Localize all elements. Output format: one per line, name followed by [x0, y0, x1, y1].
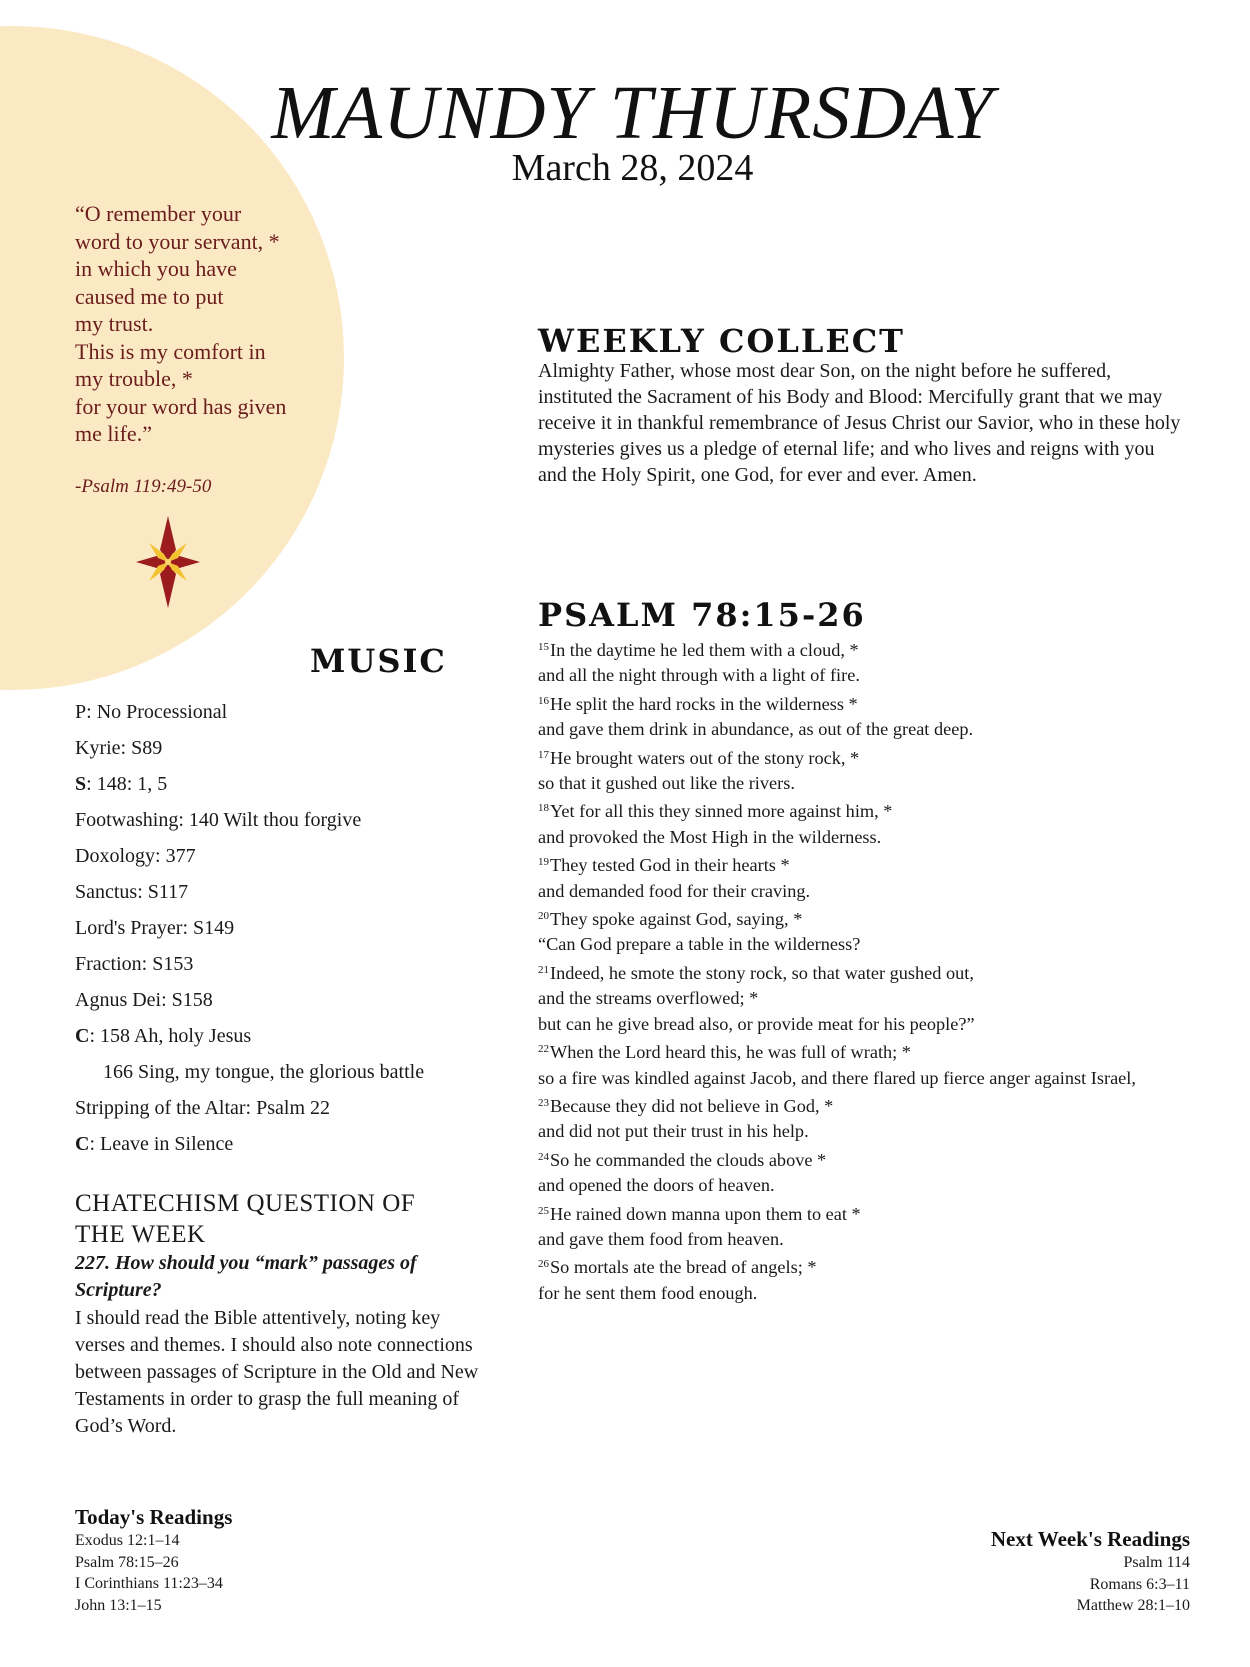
verse-number: 22	[538, 1043, 549, 1056]
psalm-line	[538, 850, 1198, 878]
music-item-value: S149	[193, 917, 235, 939]
verse-text: “Can God prepare a table in the wilderness?	[538, 934, 861, 955]
psalm-line	[538, 1037, 1198, 1065]
music-item	[75, 842, 495, 878]
verse-number: 19	[538, 856, 549, 869]
music-item-separator: :	[182, 917, 194, 939]
music-item	[75, 734, 495, 770]
verse-text: In the daytime he led them with a cloud, *	[550, 640, 859, 660]
music-item	[75, 950, 495, 986]
compass-star-icon	[136, 516, 200, 608]
reading-item: Romans 6:3–11	[1089, 1575, 1190, 1593]
verse-text: They tested God in their hearts *	[550, 855, 790, 876]
psalm-line	[538, 986, 1198, 1011]
verse-number: 16	[538, 694, 549, 707]
psalm-line	[538, 771, 1198, 796]
music-item-separator: :	[155, 845, 166, 867]
verse-text: but can he give bread also, or provide meat for his people?”	[538, 1013, 975, 1034]
music-item	[75, 806, 495, 842]
music-item-value: 158 Ah, holy Jesus	[100, 1025, 252, 1047]
verse-text: so that it gushed out like the rivers.	[538, 773, 795, 794]
verse-text: Because they did not believe in God, *	[550, 1095, 834, 1116]
music-item-separator: :	[86, 701, 97, 723]
music-item-separator: :	[178, 809, 189, 831]
verse-text: They spoke against God, saying, *	[550, 909, 803, 930]
music-item-separator: :	[120, 737, 132, 759]
music-item	[75, 1130, 495, 1166]
music-item-label: P	[75, 701, 87, 723]
verse-text: He split the hard rocks in the wilderness *	[550, 693, 858, 714]
verse-text: and opened the doors of heaven.	[538, 1175, 775, 1196]
verse-number: 26	[538, 1258, 549, 1271]
music-item-value: S117	[147, 881, 189, 903]
todays-readings	[75, 1504, 232, 1616]
music-item-separator: :	[245, 1097, 257, 1119]
music-item-value: 140 Wilt thou forgive	[188, 809, 362, 831]
psalm-line	[538, 717, 1198, 742]
verse-number: 24	[538, 1150, 549, 1163]
verse-text: So mortals ate the bread of angels; *	[550, 1257, 817, 1278]
psalm-line	[538, 958, 1198, 986]
psalm-line	[538, 1066, 1198, 1091]
verse-number: 20	[538, 910, 549, 923]
verse-text: Yet for all this they sinned more against him, *	[550, 801, 893, 822]
music-item-value: 377	[165, 845, 196, 867]
verse-number: 25	[538, 1204, 549, 1217]
sidebar-quote-citation: -Psalm 119:49-50	[75, 476, 212, 497]
psalm-heading: PSALM 78:15-26	[538, 596, 866, 634]
reading-item: Exodus 12:1–14	[75, 1532, 180, 1549]
music-item-value: S89	[131, 737, 163, 759]
page-date: March 28, 2024	[511, 147, 754, 189]
psalm-line	[538, 879, 1198, 904]
music-item-label: Agnus Dei	[75, 989, 162, 1011]
verse-text: for he sent them food enough.	[538, 1282, 758, 1303]
catechism-answer: I should read the Bible attentively, noting key verses and themes. I should also note connections between passages of Scripture in the Old and New Testaments in order to grasp the full meaning of God’s Word.	[75, 1307, 479, 1437]
psalm-line	[538, 689, 1198, 717]
music-item-value: 148: 1, 5	[96, 773, 168, 795]
reading-item: Matthew 28:1–10	[1076, 1597, 1190, 1614]
verse-text: He rained down manna upon them to eat *	[550, 1203, 861, 1224]
catechism-question: 227. How should you “mark” passages of Scripture?	[75, 1252, 417, 1301]
music-item-value: S153	[152, 953, 194, 975]
music-item-value: 166 Sing, my tongue, the glorious battle	[103, 1061, 425, 1083]
music-item-separator: :	[161, 989, 172, 1011]
psalm-line	[538, 825, 1198, 850]
psalm-line	[538, 904, 1198, 932]
music-item-label: S	[75, 773, 87, 795]
psalm-line	[538, 635, 1198, 663]
music-item-value: S158	[171, 989, 213, 1011]
verse-text: When the Lord heard this, he was full of wrath; *	[550, 1042, 911, 1063]
psalm-line	[538, 1119, 1198, 1144]
psalm-line	[538, 932, 1198, 957]
verse-text: and provoked the Most High in the wilderness.	[538, 826, 882, 847]
next-weeks-readings	[991, 1526, 1190, 1617]
psalm-line	[538, 1252, 1198, 1280]
music-item-label: Lord's Prayer	[75, 917, 183, 939]
music-item-label: Kyrie	[75, 737, 121, 759]
verse-text: and gave them food from heaven.	[538, 1228, 784, 1249]
reading-item: I Corinthians 11:23–34	[75, 1575, 223, 1592]
music-heading: MUSIC	[310, 642, 447, 680]
sidebar-quote: “O remember your word to your servant, * in which you have caused me to put my trust. This is my comfort in my trouble, * for your word has given me life.”	[75, 201, 287, 446]
music-item-label: Sanctus	[75, 881, 138, 903]
weekly-collect-heading: WEEKLY COLLECT	[538, 322, 905, 360]
music-item	[75, 1058, 495, 1094]
music-list	[75, 698, 495, 1166]
page-title: MAUNDY THURSDAY	[271, 71, 994, 155]
next-readings-heading: Next Week's Readings	[990, 1527, 1190, 1551]
psalm-line	[538, 663, 1198, 688]
verse-text: He brought waters out of the stony rock, *	[550, 747, 860, 768]
verse-text: so a fire was kindled against Jacob, and there flared up fierce anger against Israel,	[538, 1067, 1136, 1088]
reading-item: Psalm 78:15–26	[75, 1553, 179, 1571]
music-item-label: Fraction	[75, 953, 142, 975]
psalm-line	[538, 1091, 1198, 1119]
music-item-label: Doxology	[75, 845, 155, 867]
music-item	[75, 986, 495, 1022]
music-item-label: Stripping of the Altar	[75, 1097, 246, 1119]
psalm-line	[538, 1145, 1198, 1173]
music-item-separator: :	[137, 881, 148, 903]
verse-number: 17	[538, 748, 549, 761]
psalm-line	[538, 1173, 1198, 1198]
reading-item: Psalm 114	[1123, 1554, 1190, 1571]
verse-text: and demanded food for their craving.	[538, 880, 811, 901]
verse-number: 21	[538, 963, 549, 976]
music-item	[75, 1094, 495, 1130]
psalm-line	[538, 1227, 1198, 1252]
todays-readings-heading: Today's Readings	[75, 1505, 233, 1529]
music-item-label: Footwashing	[75, 809, 179, 831]
music-item-value: No Processional	[96, 701, 228, 723]
verse-number: 23	[538, 1096, 549, 1109]
verse-text: and did not put their trust in his help.	[538, 1121, 809, 1142]
verse-text: So he commanded the clouds above *	[550, 1149, 827, 1170]
music-item-label: C	[75, 1133, 90, 1155]
verse-text: Indeed, he smote the stony rock, so that water gushed out,	[550, 962, 974, 983]
music-item-separator: :	[141, 953, 153, 975]
reading-item: John 13:1–15	[75, 1596, 162, 1614]
verse-text: and all the night through with a light of fire.	[538, 665, 860, 686]
music-item-separator: :	[89, 1133, 101, 1155]
music-item-value: Leave in Silence	[100, 1133, 234, 1155]
music-item-value: Psalm 22	[256, 1097, 331, 1119]
verse-text: and the streams overflowed; *	[538, 988, 759, 1009]
music-item	[75, 914, 495, 950]
catechism-heading: CHATECHISM QUESTION OF THE WEEK	[75, 1190, 416, 1248]
psalm-line	[538, 1281, 1198, 1306]
psalm-line	[538, 1199, 1198, 1227]
music-item-label: C	[75, 1025, 90, 1047]
music-item	[75, 698, 495, 734]
music-item-separator: :	[89, 1025, 101, 1047]
verse-number: 18	[538, 802, 549, 815]
psalm-line	[538, 1012, 1198, 1037]
verse-text: and gave them drink in abundance, as out of the great deep.	[538, 719, 974, 740]
weekly-collect-text: Almighty Father, whose most dear Son, on the night before he suffered, instituted the Sacrament of his Body and Blood: Mercifully grant that we may receive it in thankful remembrance of Jesus Christ our Savior, who in these holy mysteries gives us a pledge of eternal life; and who lives and reigns with you and the Holy Spirit, one God, for ever and ever. Amen.	[538, 360, 1181, 486]
psalm-line	[538, 743, 1198, 771]
verse-number: 15	[538, 641, 549, 653]
music-item	[75, 770, 495, 806]
music-item-separator: :	[86, 773, 97, 795]
psalm-line	[538, 796, 1198, 824]
music-item	[75, 878, 495, 914]
music-item	[75, 1022, 495, 1058]
psalm-text	[538, 635, 1198, 1306]
